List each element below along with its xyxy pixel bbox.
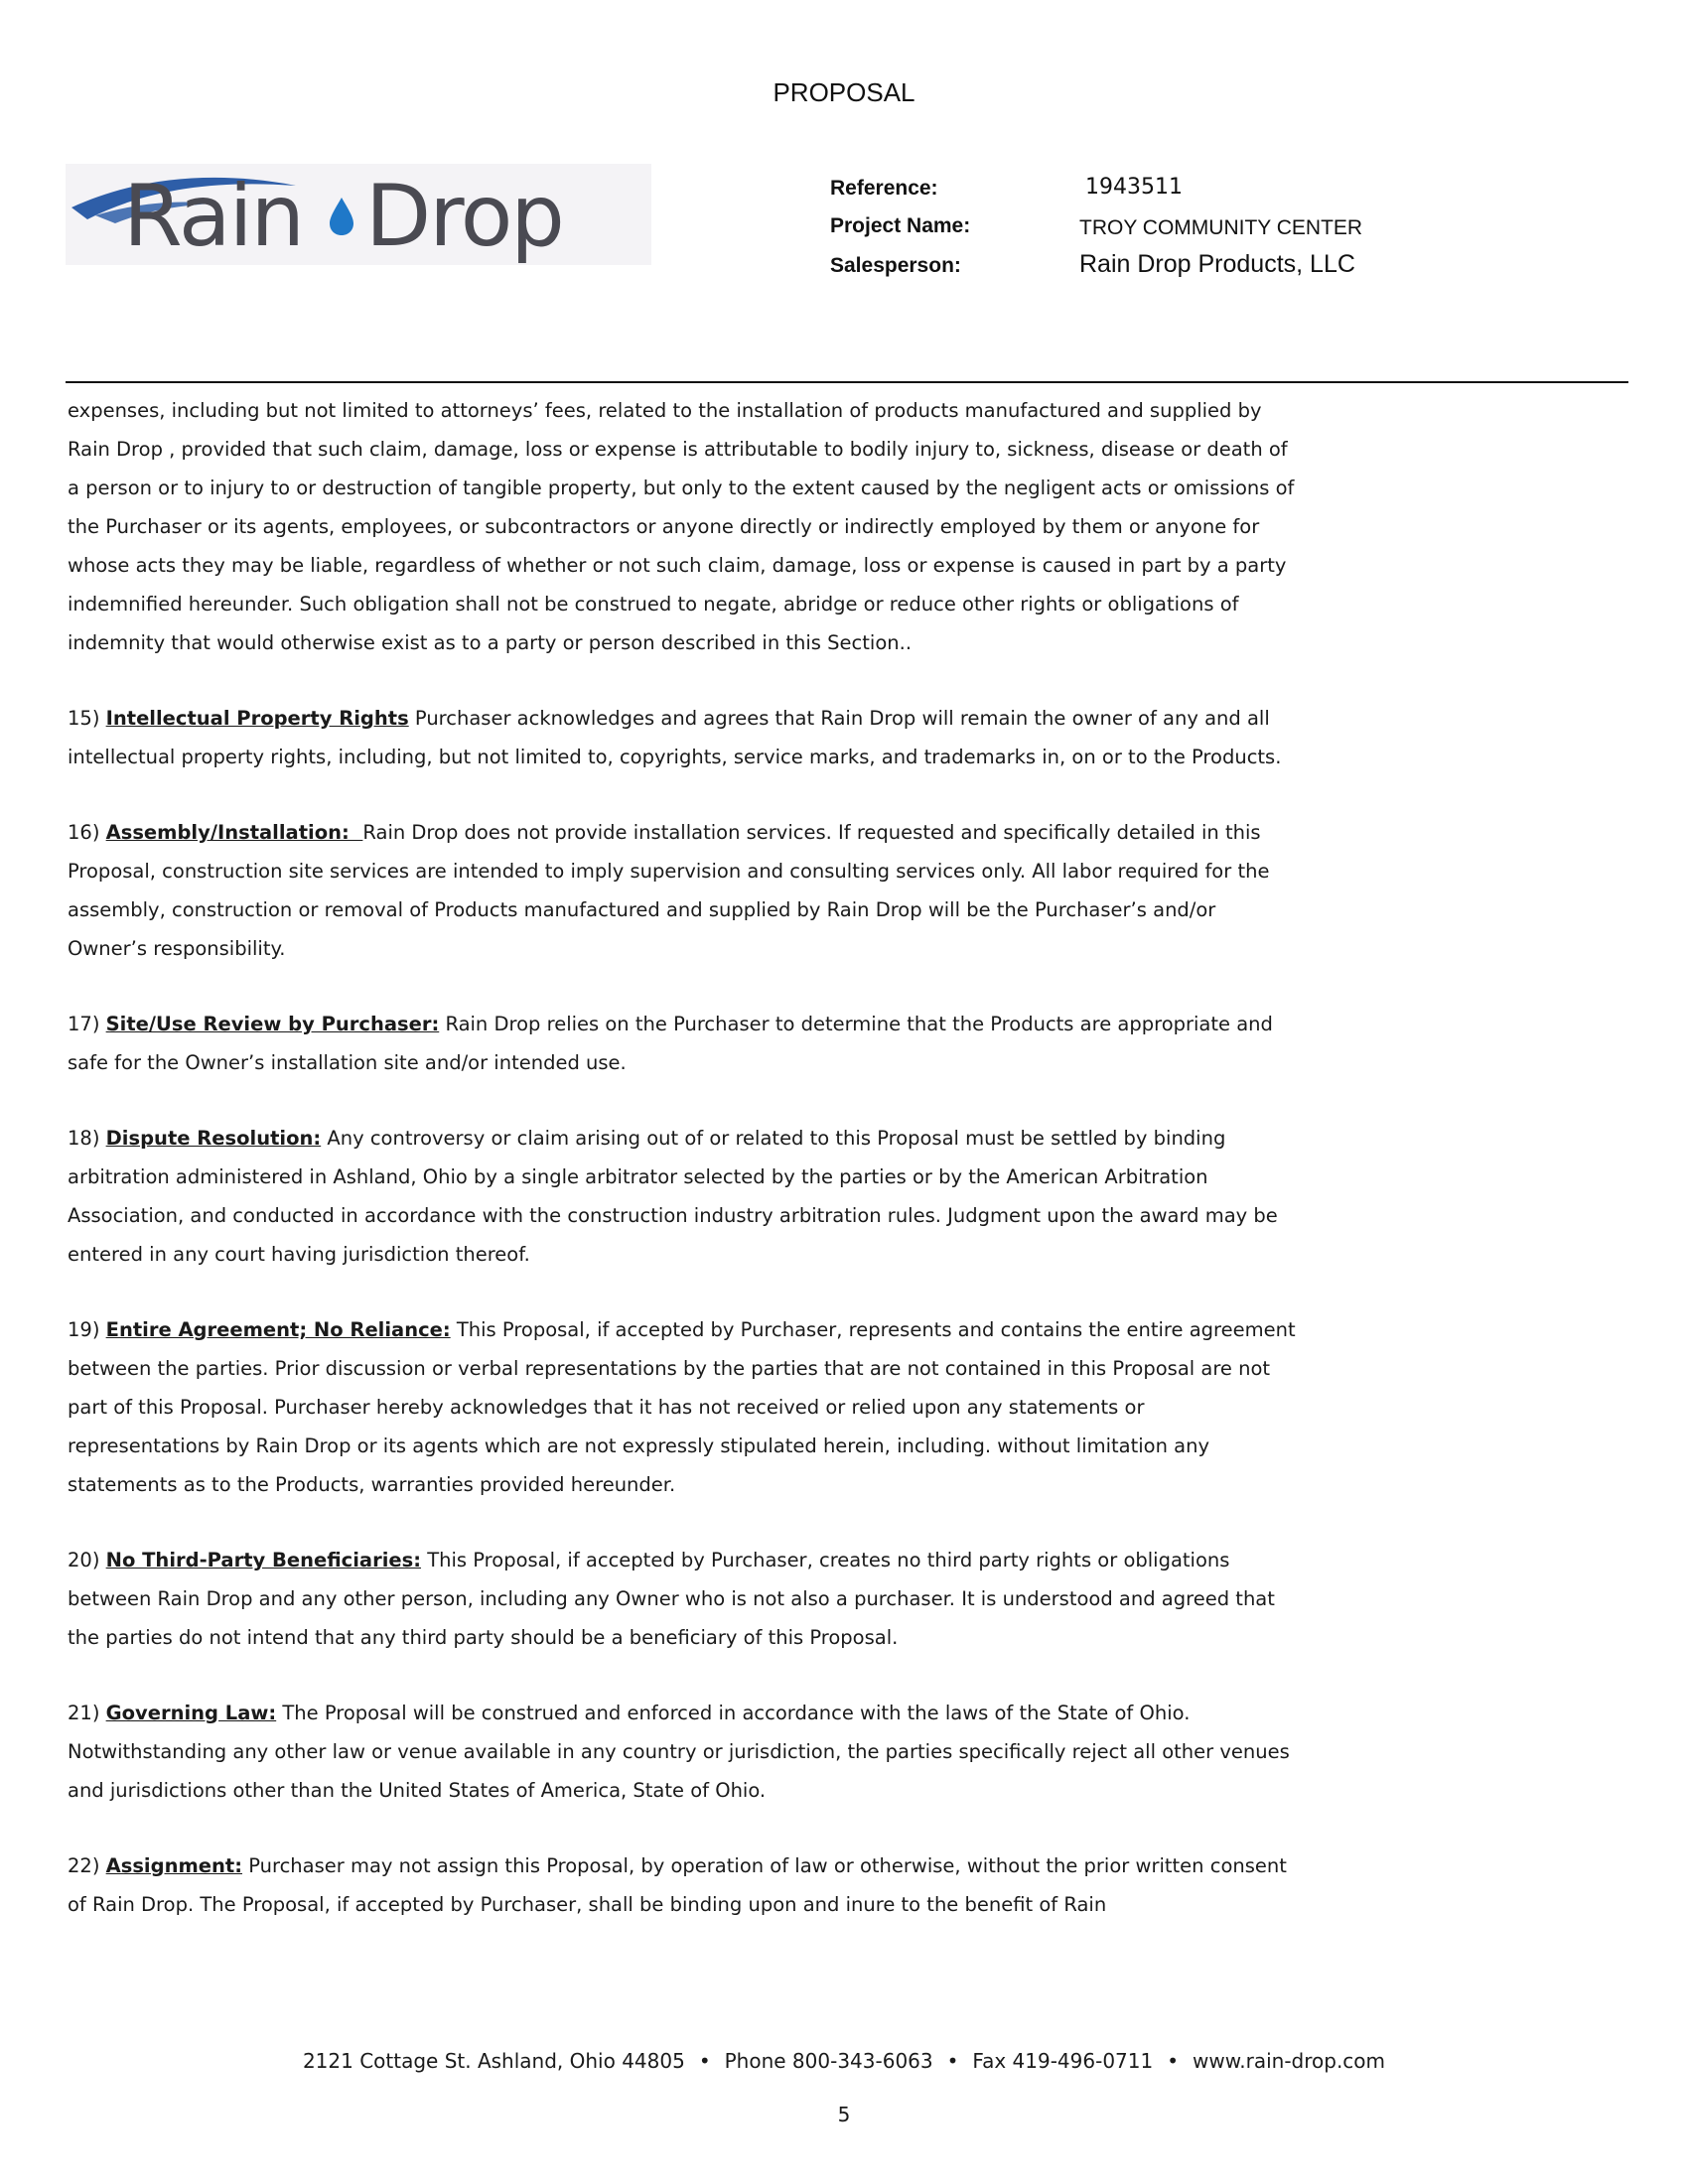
section-18 [68,1119,1299,1274]
section-heading: No Third-Party Beneficiaries: [105,1549,422,1571]
footer-separator: • [946,2049,959,2073]
salesperson-label: Salesperson: [830,254,961,277]
section-text: This Proposal, if accepted by Purchaser, represents and contains the entire agreement between the parties. Prior discussion or verbal representations by the parties that are not contained in this Proposal are not part of this Proposal. Purchaser hereby acknowledges that it has not received or relied upon any statements or representations by Rain Drop or its agents which are not expressly stipulated herein, including. without limitation any statements as to the Products, warranties provided hereunder. [68,1318,1296,1496]
footer-fax: Fax 419-496-0711 [972,2049,1154,2073]
section-number: 16) [68,821,106,844]
section-heading: Governing Law: [105,1702,277,1724]
section-15 [68,699,1299,776]
svg-text:Rain: Rain [123,167,303,265]
section-17 [68,1005,1299,1082]
section-text: The Proposal will be construed and enforced in accordance with the laws of the State of Ohio. Notwithstanding any other law or venue available in any country or jurisdiction, the parties specifically reject all other venues and jurisdictions other than the United States of America, State of Ohio. [68,1702,1290,1802]
footer-address: 2121 Cottage St. Ashland, Ohio 44805 [302,2049,685,2073]
section-number: 18) [68,1127,106,1150]
footer-phone: Phone 800-343-6063 [724,2049,933,2073]
section-21 [68,1694,1299,1810]
section-heading: Dispute Resolution: [105,1127,322,1150]
section-number: 15) [68,707,106,730]
reference-label: Reference: [830,177,938,200]
section-20 [68,1541,1299,1657]
rain-drop-logo-icon [66,164,651,265]
svg-text:Drop: Drop [365,167,563,265]
section-number: 21) [68,1702,106,1724]
section-text: Rain Drop does not provide installation services. If requested and specifically detailed in this Proposal, construction site services are intended to imply supervision and consulting services only. All labor required for the assembly, construction or removal of Products manufactured and supplied by Rain Drop will be the Purchaser’s and/or Owner’s responsibility. [68,821,1270,960]
section-heading: Assignment: [105,1854,243,1877]
section-number: 20) [68,1549,106,1571]
section-text: Purchaser acknowledges and agrees that Rain Drop will remain the owner of any and all intellectual property rights, including, but not limited to, copyrights, service marks, and trademarks in, on or to the Products. [68,707,1282,768]
section-text: Purchaser may not assign this Proposal, by operation of law or otherwise, without the prior written consent of Rain Drop. The Proposal, if accepted by Purchaser, shall be binding upon and inure to the benefit of Rain [68,1854,1287,1916]
rain-drop-logo [66,164,651,265]
footer-website: www.rain-drop.com [1193,2049,1386,2073]
project-name-value: TROY COMMUNITY CENTER [1079,216,1363,239]
section-text: Any controversy or claim arising out of or related to this Proposal must be settled by binding arbitration administered in Ashland, Ohio by a single arbitrator selected by the parties or by the American Arbitration Association, and conducted in accordance with the construction industry arbitration rules. Judgment upon the award may be entered in any court having jurisdiction thereof. [68,1127,1278,1266]
section-text: This Proposal, if accepted by Purchaser, creates no third party rights or obligations between Rain Drop and any other person, including any Owner who is not also a purchaser. It is understood and agreed that the parties do not intend that any third party should be a beneficiary of this Proposal. [68,1549,1275,1649]
section-heading: Intellectual Property Rights [105,707,409,730]
header-divider [66,381,1628,383]
section-16 [68,813,1299,968]
section-text: Rain Drop relies on the Purchaser to determine that the Products are appropriate and safe for the Owner’s installation site and/or intended use. [68,1013,1273,1074]
section-heading: Entire Agreement; No Reliance: [105,1318,451,1341]
page-footer [0,2049,1688,2073]
section-19 [68,1310,1299,1504]
proposal-body [68,391,1299,1961]
project-name-label: Project Name: [830,214,971,237]
footer-separator: • [1167,2049,1180,2073]
section-22 [68,1846,1299,1924]
section-heading: Site/Use Review by Purchaser: [105,1013,440,1035]
page-number: 5 [837,2103,851,2126]
reference-value: 1943511 [1085,175,1183,200]
intro-paragraph: expenses, including but not limited to attorneys’ fees, related to the installation of products manufactured and supplied by Rain Drop , provided that such claim, damage, loss or expense is attributable to bodily injury to, sickness, disease or death of a person or to injury to or destruction of tangible property, but only to the extent caused by the negligent acts or omissions of the Purchaser or its agents, employees, or subcontractors or anyone directly or indirectly employed by them or anyone for whose acts they may be liable, regardless of whether or not such claim, damage, loss or expense is caused in part by a party indemnified hereunder. Such obligation shall not be construed to negate, abridge or reduce other rights or obligations of indemnity that would otherwise exist as to a party or person described in this Section.. [68,399,1295,654]
section-number: 19) [68,1318,106,1341]
section-number: 17) [68,1013,106,1035]
footer-separator: • [698,2049,711,2073]
page-title: PROPOSAL [773,77,915,107]
salesperson-value: Rain Drop Products, LLC [1079,250,1355,278]
section-number: 22) [68,1854,106,1877]
section-heading: Assembly/Installation: [105,821,363,844]
